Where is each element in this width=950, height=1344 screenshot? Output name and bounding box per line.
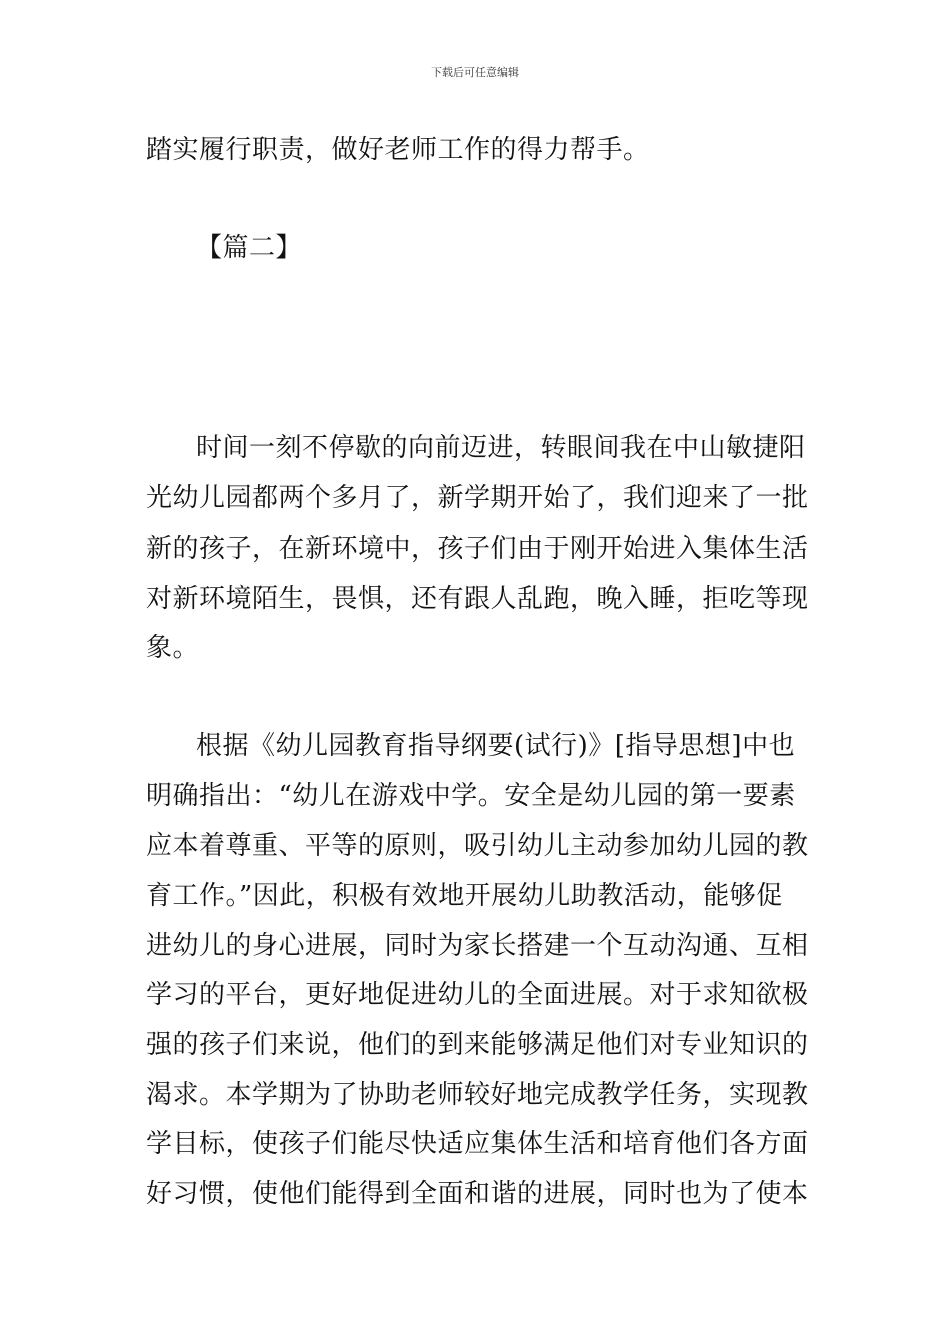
paragraph-line: 时间一刻不停歇的向前迈进，转眼间我在中山敏捷阳	[196, 433, 806, 463]
paragraph-line: 育工作。”因此，积极有效地开展幼儿助教活动，能够促	[146, 881, 783, 911]
section-heading: 【篇二】	[196, 233, 303, 263]
paragraph-line: 学目标，使孩子们能尽快适应集体生活和培育他们各方面	[146, 1129, 809, 1159]
paragraph-line: 好习惯，使他们能得到全面和谐的进展，同时也为了使本	[146, 1179, 809, 1209]
page-header-note: 下载后可任意编辑	[431, 66, 519, 79]
paragraph-line: 根据《幼儿园教育指导纲要(试行)》[指导思想]中也	[196, 731, 796, 761]
paragraph-line: 渴求。本学期为了协助老师较好地完成教学任务，实现教	[146, 1080, 809, 1110]
paragraph-line: 光幼儿园都两个多月了，新学期开始了，我们迎来了一批	[146, 483, 809, 513]
paragraph-line: 强的孩子们来说，他们的到来能够满足他们对专业知识的	[146, 1030, 809, 1060]
paragraph-line: 对新环境陌生，畏惧，还有跟人乱跑，晚入睡，拒吃等现	[146, 584, 809, 614]
paragraph-line: 象。	[146, 633, 200, 663]
paragraph-line: 学习的平台，更好地促进幼儿的全面进展。对于求知欲极	[146, 980, 809, 1010]
paragraph-line: 新的孩子，在新环境中，孩子们由于刚开始进入集体生活	[146, 534, 809, 564]
opening-line: 踏实履行职责，做好老师工作的得力帮手。	[146, 135, 650, 165]
paragraph-line: 明确指出：“幼儿在游戏中学。安全是幼儿园的第一要素	[146, 781, 796, 811]
paragraph-line: 进幼儿的身心进展，同时为家长搭建一个互动沟通、互相	[146, 931, 809, 961]
paragraph-line: 应本着尊重、平等的原则，吸引幼儿主动参加幼儿园的教	[146, 831, 809, 861]
